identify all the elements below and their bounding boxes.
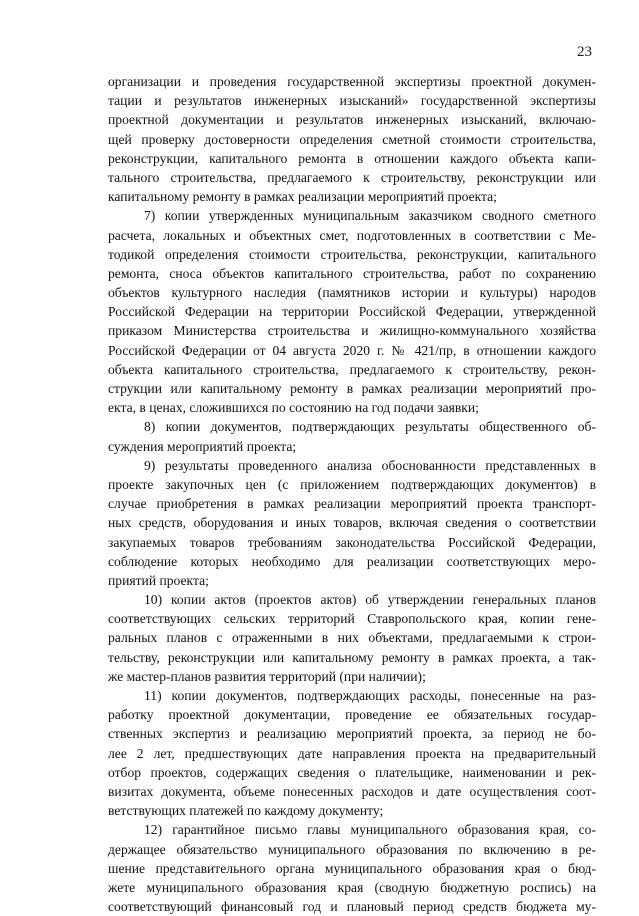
text-line: отбор проектов, содержащих сведения о плательщике, наименовании и рек-	[108, 764, 596, 780]
text-line: тального строительства, предлагаемого к строительству, реконструкции или	[108, 169, 596, 185]
text-line: соблюдение которых необходимо для реализации соответствующих меро-	[108, 553, 596, 569]
text-line: держащее обязательство муниципального образования по включению в ре-	[108, 841, 596, 857]
text-line: ственных экспертиз и реализацию мероприятий проекта, за период не бо-	[108, 726, 596, 742]
text-line: приятий проекта;	[108, 572, 209, 588]
text-line: проекте закупочных цен (с приложением подтверждающих документов) в	[108, 476, 596, 492]
text-line: Российской Федерации на территории Российской Федерации, утвержденной	[108, 304, 596, 320]
text-line: проектной документации и результатов инженерных изысканий, включаю-	[108, 112, 596, 128]
text-line: случае приобретения в рамках реализации мероприятий проекта транспорт-	[108, 496, 596, 512]
text-line: расчета, локальных и объектных смет, подготовленных в соответствии с Ме-	[108, 227, 596, 243]
body-text	[108, 72, 596, 916]
text-line: соответствующий финансовый год и плановый период средств бюджета му-	[108, 899, 596, 915]
page-number: 23	[577, 44, 592, 60]
text-line: реконструкции, капитального ремонта в отношении каждого объекта капи-	[108, 150, 596, 166]
text-line: Российской Федерации от 04 августа 2020 г. № 421/пр, в отношении каждого	[108, 342, 596, 358]
text-line: же мастер-планов развития территорий (при наличии);	[108, 668, 426, 684]
text-line: 11) копии документов, подтверждающих расходы, понесенные на раз-	[144, 688, 596, 703]
text-line: жете муниципального образования края (сводную бюджетную роспись) на	[108, 879, 596, 895]
text-line: тации и результатов инженерных изысканий» государственной экспертизы	[108, 93, 596, 109]
text-line: соответствующих сельских территорий Ставропольского края, копии гене-	[108, 611, 596, 627]
text-line: 8) копии документов, подтверждающих результаты общественного об-	[144, 419, 596, 435]
text-line: визитах документа, объеме понесенных расходов и дате осуществления соот-	[108, 783, 596, 799]
text-line: ветствующих платежей по каждому документу;	[108, 803, 384, 819]
text-line: закупаемых товаров требованиям законодательства Российской Федерации,	[108, 534, 596, 550]
text-line: 12) гарантийное письмо главы муниципального образования края, со-	[144, 822, 596, 838]
text-line: организации и проведения государственной экспертизы проектной докумен-	[108, 74, 596, 89]
text-line: работку проектной документации, проведение ее обязательных государ-	[108, 707, 596, 723]
text-line: 7) копии утвержденных муниципальным заказчиком сводного сметного	[144, 208, 596, 224]
text-line: 9) результаты проведенного анализа обоснованности представленных в	[144, 457, 596, 473]
text-line: капитальному ремонту в рамках реализации мероприятий проекта;	[108, 189, 497, 205]
text-line: тельству, реконструкции или капитальному ремонту в рамках проекта, а так-	[108, 649, 596, 665]
text-line: суждения мероприятий проекта;	[108, 438, 297, 454]
text-line: приказом Министерства строительства и жилищно-коммунального хозяйства	[108, 323, 596, 339]
text-line: щей проверку достоверности определения сметной стоимости строительства,	[108, 131, 596, 147]
text-line: ремонта, сноса объектов капитального строительства, работ по сохранению	[108, 265, 596, 281]
text-line: струкции или капитальному ремонту в рамках реализации мероприятий про-	[108, 381, 596, 396]
text-line: объектов культурного наследия (памятников истории и культуры) народов	[108, 285, 596, 301]
text-line: ных средств, оборудования и иных товаров, включая сведения о соответствии	[108, 515, 596, 531]
text-line: лее 2 лет, предшествующих дате направления проекта на предварительный	[108, 745, 596, 761]
text-line: шение представительного органа муниципального образования края о бюд-	[108, 860, 596, 876]
text-line: ральных планов с отраженными в них объектами, предлагаемыми к строи-	[108, 630, 596, 646]
text-line: екта, в ценах, сложившихся по состоянию на год подачи заявки;	[108, 400, 479, 416]
text-line: тодикой определения стоимости строительства, реконструкции, капитального	[108, 246, 596, 262]
text-line: 10) копии актов (проектов актов) об утверждении генеральных планов	[144, 592, 596, 608]
text-line: объекта капитального строительства, предлагаемого к строительству, рекон-	[108, 361, 596, 377]
